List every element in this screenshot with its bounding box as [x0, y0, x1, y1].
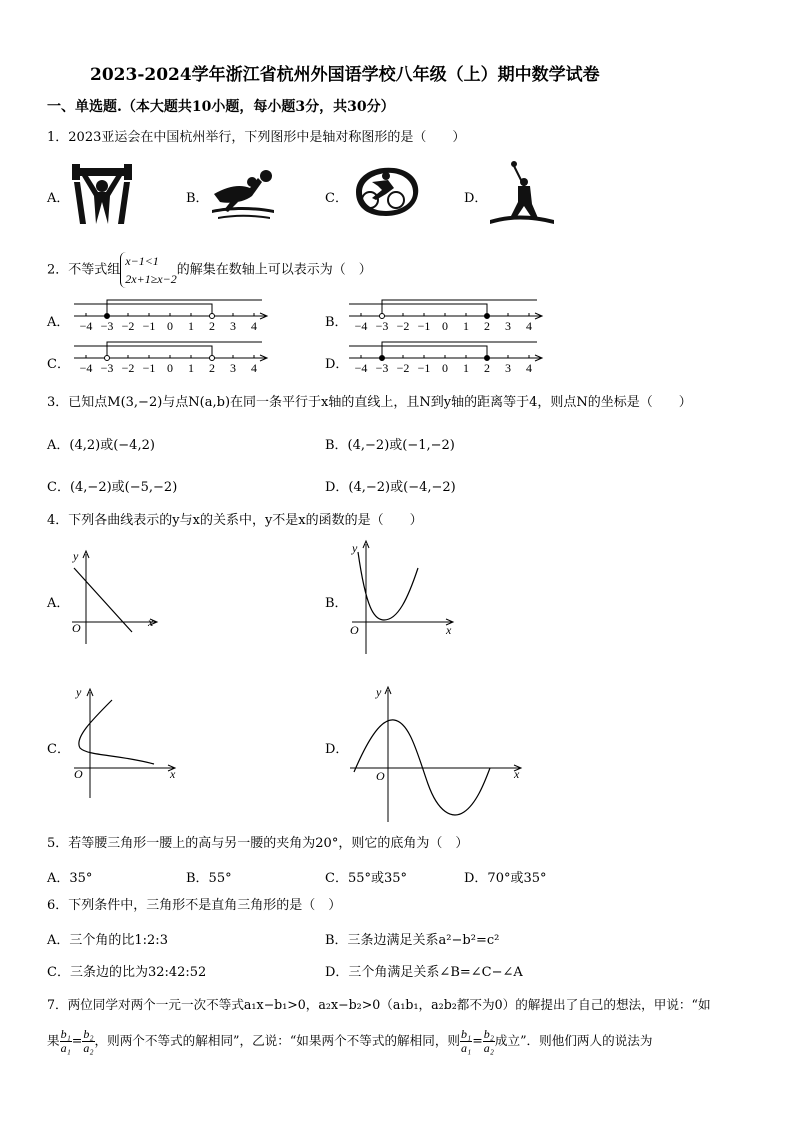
tick-label: 0: [167, 361, 173, 375]
tick-label: −2: [396, 361, 410, 375]
weightlifter-icon: [72, 162, 132, 226]
tick-label: 3: [230, 319, 236, 333]
q4-option-c-label: C．: [47, 742, 70, 757]
page-title: 2023-2024学年浙江省杭州外国语学校八年级（上）期中数学试卷: [90, 65, 600, 85]
x-axis-label: x: [148, 615, 154, 629]
q7-text-a: 果: [47, 1033, 60, 1048]
left-endpoint: [380, 356, 385, 361]
cyclist-icon: [346, 164, 420, 220]
q1-option-d-label: D．: [464, 191, 488, 206]
q7-frac2-den: a₂: [83, 1041, 94, 1055]
tick-label: 1: [188, 361, 194, 375]
q3-option-b: B．(4,−2)或(−1,−2): [325, 438, 455, 453]
q7-fraction-2: [82, 1028, 94, 1055]
q2-prefix: 2．不等式组: [47, 262, 121, 278]
tick-label: −2: [121, 361, 135, 375]
volleyball-player-icon: [210, 166, 276, 222]
left-ray: [107, 300, 262, 316]
origin-label: O: [350, 623, 359, 637]
tick-label: 4: [251, 361, 257, 375]
q6-option-b: B．三条边满足关系a²−b²=c²: [325, 933, 500, 948]
q1-option-c-label: C．: [325, 191, 348, 206]
x-axis-label: x: [514, 767, 520, 781]
graph-d: [344, 684, 524, 824]
tick-label: 1: [463, 361, 469, 375]
tick-label: −2: [396, 319, 410, 333]
parabola-curve: [358, 552, 418, 620]
q7-fraction-3: [460, 1028, 472, 1055]
q4-option-d-label: D．: [325, 742, 349, 757]
q7-frac4-den: a₂: [483, 1041, 494, 1055]
origin-label: O: [74, 767, 83, 781]
q7-fraction-4: [483, 1028, 495, 1055]
tick-label: 0: [442, 361, 448, 375]
tick-label: 4: [251, 319, 257, 333]
graph-b: [344, 538, 459, 658]
question-4: 4．下列各曲线表示的y与x的关系中，y不是x的函数的是（ ）: [47, 513, 423, 528]
q7-text-b: ，则两个不等式的解相同”，乙说：“如果两个不等式的解相同，则: [94, 1033, 461, 1048]
tick-label: 4: [526, 361, 532, 375]
q6-option-c: C．三条边的比为32:42:52: [47, 965, 207, 980]
left-ray: [382, 300, 537, 316]
number-line-b: [345, 296, 545, 332]
tick-label: −3: [375, 361, 389, 375]
left-endpoint: [380, 314, 385, 319]
q3-option-a: A．(4,2)或(−4,2): [47, 438, 155, 453]
sine-curve: [354, 720, 490, 815]
tick-label: 1: [463, 319, 469, 333]
left-ray: [107, 342, 262, 358]
tick-label: −1: [417, 361, 431, 375]
q1-option-b-label: B．: [186, 191, 209, 206]
q7-frac1-num: b₁: [60, 1027, 71, 1041]
tick-label: −1: [142, 361, 156, 375]
q2-option-d-label: D．: [325, 357, 349, 372]
q4-option-b-label: B．: [325, 596, 348, 611]
tick-label: 0: [167, 319, 173, 333]
graph-c: [66, 684, 181, 800]
tick-label: −4: [79, 361, 93, 375]
number-line-a: [70, 296, 270, 332]
q3-option-c: C．(4,−2)或(−5,−2): [47, 480, 178, 495]
tick-label: 0: [442, 319, 448, 333]
q5-option-c: C．55°或35°: [325, 871, 408, 886]
tick-label: 2: [484, 361, 490, 375]
q6-option-a: A．三个角的比1:2:3: [47, 933, 168, 948]
q7-frac2-num: b₂: [83, 1027, 94, 1041]
tick-label: −1: [417, 319, 431, 333]
q2-option-c-label: C．: [47, 357, 70, 372]
golfer-icon: [490, 158, 556, 228]
tick-label: −2: [121, 319, 135, 333]
right-endpoint: [210, 356, 215, 361]
q7-text-c: 成立”．则他们两人的说法为: [494, 1033, 653, 1048]
q2-ineq-1: x−1<1: [125, 254, 159, 268]
q5-option-a: A．35°: [47, 871, 93, 886]
q6-option-d: D．三个角满足关系∠B=∠C−∠A: [325, 965, 523, 980]
left-endpoint: [105, 314, 110, 319]
q2-suffix: 的解集在数轴上可以表示为（ ）: [176, 262, 372, 278]
y-axis-label: y: [73, 549, 79, 563]
right-endpoint: [210, 314, 215, 319]
tick-label: −3: [100, 319, 114, 333]
tick-label: −4: [354, 361, 368, 375]
q7-frac3-den: a₁: [461, 1041, 472, 1055]
question-5: 5．若等腰三角形一腰上的高与另一腰的夹角为20°，则它的底角为（ ）: [47, 836, 469, 851]
tick-label: −3: [100, 361, 114, 375]
tick-label: 2: [209, 319, 215, 333]
tick-label: −4: [354, 319, 368, 333]
q7-frac3-num: b₁: [461, 1027, 472, 1041]
tick-label: −4: [79, 319, 93, 333]
q7-fraction-1: [60, 1028, 72, 1055]
q4-option-a-label: A．: [47, 596, 70, 611]
question-7-line-2: 果 $\frac{\text{b₁}}{\text{a₁}}$ = $\frac{\text{b₂}}{\text{a₂}}$ ，则两个不等式的解相同”，乙说：“如果两个不等式的解相同，则 $\frac{\text{b₁}}{\text{a₁}}$ = $\frac{\text{b₂}}{\text{a₂}}$ 成立”．则他们两人的说法为: [47, 1027, 653, 1055]
y-axis-label: y: [376, 685, 382, 699]
tick-label: 3: [505, 361, 511, 375]
left-endpoint: [105, 356, 110, 361]
number-line-d: [345, 338, 545, 374]
tick-label: 4: [526, 319, 532, 333]
tick-label: −1: [142, 319, 156, 333]
question-6: 6．下列条件中，三角形不是直角三角形的是（ ）: [47, 898, 342, 913]
origin-label: O: [72, 621, 81, 635]
tick-label: −3: [375, 319, 389, 333]
tick-label: 1: [188, 319, 194, 333]
tick-label: 3: [230, 361, 236, 375]
tick-label: 2: [484, 319, 490, 333]
q2-option-a-label: A．: [47, 315, 70, 330]
graph-a: [66, 548, 166, 648]
q5-option-b: B．55°: [186, 871, 232, 886]
y-axis-label: y: [352, 541, 358, 555]
q3-option-d: D．(4,−2)或(−4,−2): [325, 480, 456, 495]
barbell-bar: [75, 168, 129, 176]
y-axis-label: y: [76, 685, 82, 699]
question-1: 1．2023亚运会在中国杭州举行，下列图形中是轴对称图形的是（ ）: [47, 130, 466, 145]
x-axis-label: x: [170, 767, 176, 781]
question-3: 3．已知点M(3,−2)与点N(a,b)在同一条平行于x轴的直线上，且N到y轴的距离等于4，则点N的坐标是（ ）: [47, 395, 692, 410]
q2-inequality-system: [120, 252, 176, 288]
q7-frac1-den: a₁: [60, 1041, 71, 1055]
question-7-line-1: 7．两位同学对两个一元一次不等式a₁x−b₁>0，a₂x−b₂>0（a₁b₁，a₂b₂都不为0）的解提出了自己的想法，甲说：“如: [47, 997, 711, 1012]
section-heading: 一、单选题.（本大题共10小题，每小题3分，共30分）: [47, 99, 395, 115]
number-line-c: [70, 338, 270, 374]
x-axis-label: x: [446, 623, 452, 637]
origin-label: O: [376, 769, 385, 783]
right-endpoint: [485, 356, 490, 361]
question-2: [47, 252, 372, 288]
tick-label: 3: [505, 319, 511, 333]
q7-frac4-num: b₂: [483, 1027, 494, 1041]
tick-label: 2: [209, 361, 215, 375]
q2-option-b-label: B．: [325, 315, 348, 330]
left-ray: [382, 342, 537, 358]
q5-option-d: D．70°或35°: [464, 871, 547, 886]
right-endpoint: [485, 314, 490, 319]
q1-option-a-label: A．: [47, 191, 70, 206]
q2-ineq-2: 2x+1≥x−2: [125, 272, 177, 286]
